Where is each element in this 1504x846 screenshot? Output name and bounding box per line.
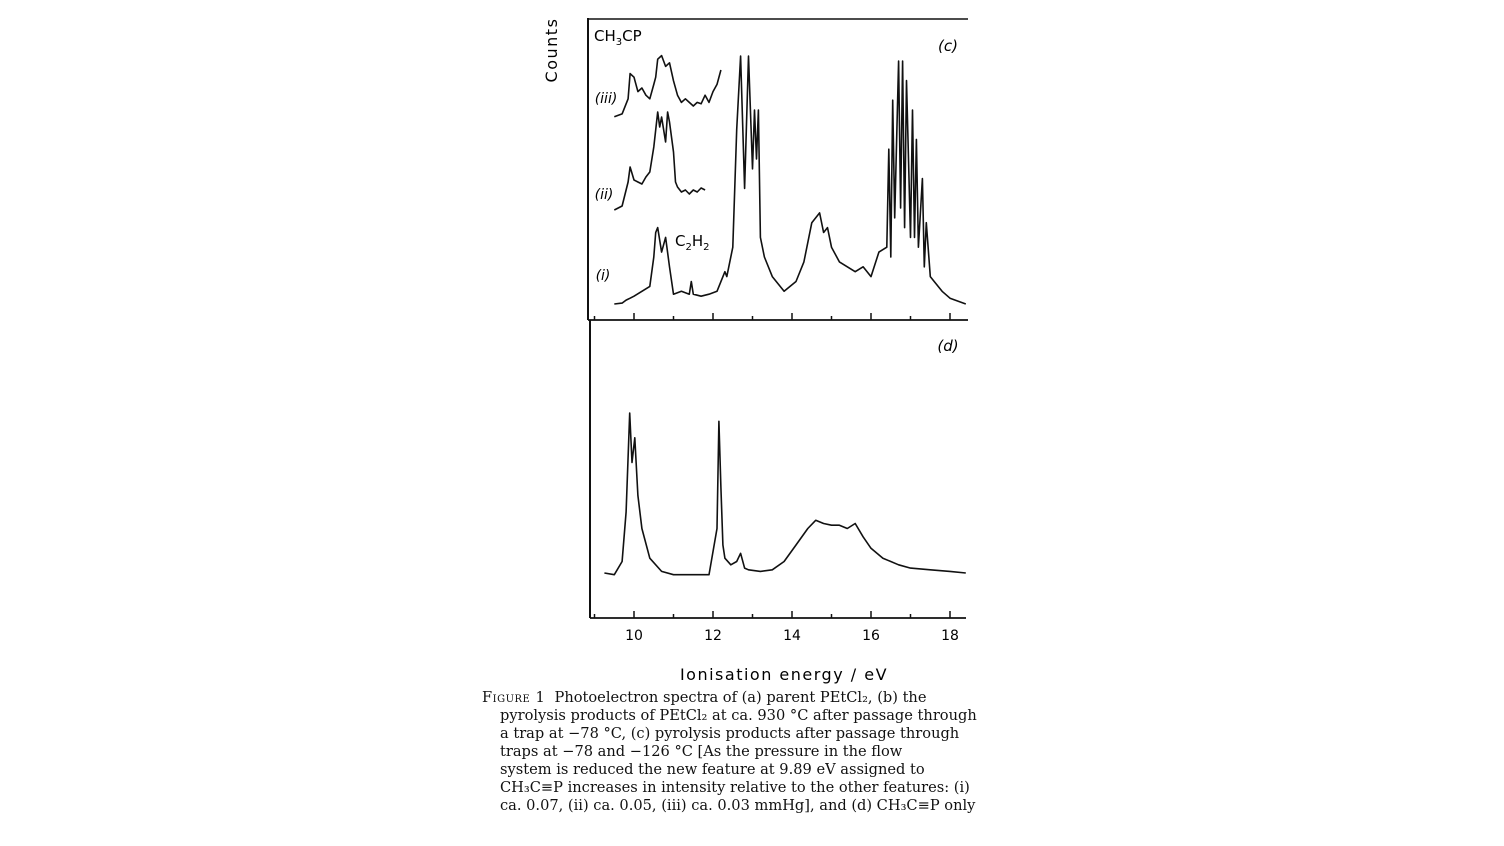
x-axis-ticks xyxy=(595,313,951,618)
series-line-c-ii xyxy=(614,112,705,210)
trace-label-ii: (ii) xyxy=(594,187,614,203)
panel-c-label: (c) xyxy=(938,37,958,55)
annotation-c2h2-sub1: 2 xyxy=(685,242,692,253)
caption-line-4: traps at −78 and −126 °C [As the pressure in the flow xyxy=(500,743,903,760)
tick-label-18: 18 xyxy=(941,628,959,644)
caption-line-1-text: Photoelectron spectra of (a) parent PEtCl₂, (b) the xyxy=(554,689,927,706)
series-line-c-iii xyxy=(614,56,721,117)
annotation-ch3cp xyxy=(594,27,642,48)
y-axis-label: Counts xyxy=(542,17,561,83)
series-line-d-ch3c-p xyxy=(604,413,965,575)
annotation-c2h2 xyxy=(675,232,710,253)
caption-line-1 xyxy=(482,689,1028,707)
tick-label-16: 16 xyxy=(862,628,880,644)
annotation-c2h2-sub2: 2 xyxy=(703,242,710,253)
caption-line-5: system is reduced the new feature at 9.89 eV assigned to xyxy=(500,761,925,778)
figure-caption xyxy=(482,689,1028,815)
tick-label-12: 12 xyxy=(704,628,722,644)
tick-label-10: 10 xyxy=(625,628,643,644)
caption-line-2: pyrolysis products of PEtCl₂ at ca. 930 °C after passage through xyxy=(500,707,977,724)
series-line-c-i xyxy=(614,56,966,304)
caption-line-6: CH₃C≡P increases in intensity relative to the other features: (i) xyxy=(500,779,970,796)
annotation-ch3cp-ch: CH xyxy=(594,27,616,45)
caption-line-7: ca. 0.07, (ii) ca. 0.05, (iii) ca. 0.03 mmHg], and (d) CH₃C≡P only xyxy=(500,797,976,814)
caption-line-3: a trap at −78 °C, (c) pyrolysis products after passage through xyxy=(500,725,960,742)
tick-label-14: 14 xyxy=(783,628,801,644)
annotation-ch3cp-sub: 3 xyxy=(615,37,623,48)
caption-figure-label: Figure 1 xyxy=(482,689,546,706)
spectra-traces xyxy=(604,56,965,575)
trace-label-iii: (iii) xyxy=(594,91,618,107)
annotation-ch3cp-cp: CP xyxy=(622,27,642,45)
annotation-c2h2-h: H xyxy=(691,232,704,250)
annotation-c2h2-c: C xyxy=(675,232,686,250)
x-axis-title: Ionisation energy / eV xyxy=(679,665,889,684)
panel-d-label: (d) xyxy=(937,337,959,355)
trace-label-i: (i) xyxy=(595,268,611,284)
